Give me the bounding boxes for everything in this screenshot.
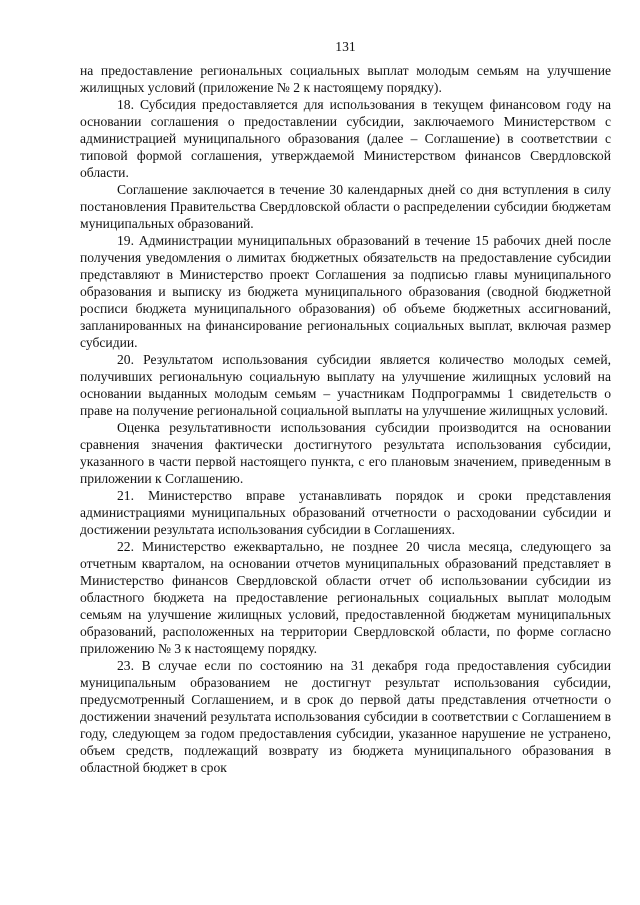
paragraph-item-19: 19. Администрации муниципальных образований в течение 15 рабочих дней после получения уведомления о лимитах бюджетных обязательств на предоставление субсидии представляют в Министерство проект Соглашения за подписью главы муниципального образования и выписку из бюджета муниципального образования (сводной бюджетной росписи бюджета муниципального образования) об объеме бюджетных ассигнований, запланированных на финансирование региональных социальных выплат, включая размер субсидии. xyxy=(80,233,611,350)
paragraph-item-20: 20. Результатом использования субсидии является количество молодых семей, получивших региональную социальную выплату на улучшение жилищных условий на основании выданных молодым семьям – участникам Подпрограммы 1 свидетельств о праве на получение региональной социальной выплаты на улучшение жилищных условий. xyxy=(80,352,611,418)
paragraph-item-22: 22. Министерство ежеквартально, не позднее 20 числа месяца, следующего за отчетным кварталом, на основании отчетов муниципальных образований представляет в Министерство финансов Свердловской области отчет об использовании субсидии из областного бюджета на предоставление региональных социальных выплат молодым семьям на улучшение жилищных условий, предоставленной бюджетам муниципальных образований, расположенных на территории Свердловской области, по форме согласно приложению № 3 к настоящему порядку. xyxy=(80,539,611,656)
paragraph-item-23: 23. В случае если по состоянию на 31 декабря года предоставления субсидии муниципальным образованием не достигнут результат использования субсидии, предусмотренный Соглашением, и в срок до первой даты представления отчетности о достижении значений результата использования субсидии в соответствии с Соглашением в году, следующем за годом предоставления субсидии, указанное нарушение не устранено, объем средств, подлежащий возврату из бюджета муниципального образования в областной бюджет в срок xyxy=(80,658,611,775)
page-number: 131 xyxy=(335,39,356,54)
paragraph-agreement-term: Соглашение заключается в течение 30 календарных дней со дня вступления в силу постановления Правительства Свердловской области о распределении субсидии бюджетам муниципальных образований. xyxy=(80,182,611,231)
paragraph-effectiveness-evaluation: Оценка результативности использования субсидии производится на основании сравнения значения фактически достигнутого результата использования субсидии, указанного в части первой настоящего пункта, с его плановым значением, приведенным в приложении к Соглашению. xyxy=(80,420,611,486)
paragraph-item-18: 18. Субсидия предоставляется для использования в текущем финансовом году на основании соглашения о предоставлении субсидии, заключаемого Министерством с администрацией муниципального образования (далее – Соглашение) в соответствии с типовой формой соглашения, утверждаемой Министерством финансов Свердловской области. xyxy=(80,97,611,180)
paragraph-continuation: на предоставление региональных социальных выплат молодым семьям на улучшение жилищных условий (приложение № 2 к настоящему порядку). xyxy=(80,63,611,95)
paragraph-item-21: 21. Министерство вправе устанавливать порядок и сроки представления администрациями муниципальных образований отчетности о расходовании субсидии и достижении результата использования субсидии в Соглашениях. xyxy=(80,488,611,537)
